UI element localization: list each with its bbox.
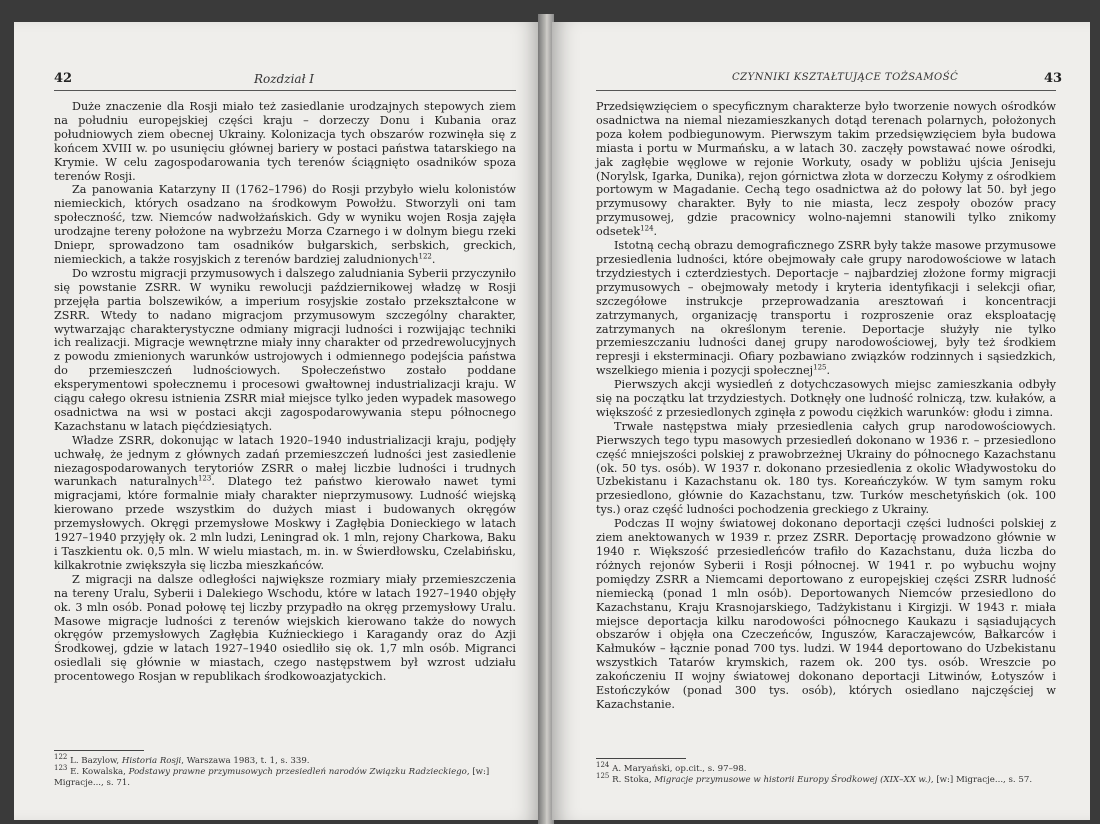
page-number: 43: [1044, 71, 1063, 86]
page-body: [596, 100, 1056, 712]
paragraph: Do wzrostu migracji przymusowych i dalszego zaludniania Syberii przyczyniło się powstanie ZSRR. W wyniku rewolucji październikowej władzę w Rosji przejęła partia bolszewików, a imperium rosyjskie zostało przekształcone w ZSRR. Wtedy to nadano migracjom przymusowym szczególny charakter, wytwarzając charakterystyczne odmiany migracji ludności i rozwijając techniki ich realizacji. Migracje wewnętrzne miały inny charakter od przedrewolucyjnych z powodu zmienionych warunków ustrojowych i odmiennego podejścia państwa do przemieszczeń ludnościowych. Społeczeństwo zostało poddane eksperymentowi społecznemu i procesowi gwałtownej industrializacji kraju. W ciągu całego okresu istnienia ZSRR miał miejsce tylko jeden wypadek masowego osadnictwa na wsi w postaci akcji zagospodarowywania stepu północnego Kazachstanu w latach pięćdziesiątych.: [54, 266, 516, 433]
running-head: CZYNNIKI KSZTAŁTUJĄCE TOŻSAMOŚĆ: [732, 72, 959, 83]
running-head: Rozdział I: [254, 72, 315, 86]
paragraph: Duże znaczenie dla Rosji miało też zasiedlanie urodzajnych stepowych ziem na południu europejskiej części kraju – dorzeczy Donu i Kubania oraz południowych ziem obecnej Ukrainy. Kolonizacja tych obszarów rozwinęła się z końcem XVIII w. po usunięciu głównej bariery w postaci państwa tatarskiego na Krymie. W celu zagospodarowania tych terenów ściągnięto osadników spoza terenów Rosji.: [54, 100, 516, 183]
paragraph: Z migracji na dalsze odległości największe rozmiary miały przemieszczenia na tereny Uralu, Syberii i Dalekiego Wschodu, które w latach 1927–1940 objęły ok. 3 mln osób. Ponad połowę tej liczby przypadło na okręg przemysłowy Uralu. Masowe migracje ludności z terenów wiejskich kierowano także do nowych okręgów przemysłowych Zagłębia Kuźnieckiego i Karagandy oraz do Azji Środkowej, gdzie w latach 1927–1940 osiedliło się ok. 1,7 mln osób. Migranci osiedlali się głównie w miastach, czego następstwem był wzrost udziału procentowego Rosjan w republikach środkowoazjatyckich.: [54, 572, 516, 684]
paragraph: Podczas II wojny światowej dokonano deportacji części ludności polskiej z ziem anektowanych w 1939 r. przez ZSRR. Deportację prowadzono głównie w 1940 r. Większość przesiedleńców trafiło do Kazachstanu, duża liczba do różnych rejonów Syberii i Rosji północnej. W 1941 r. po wybuchu wojny pomiędzy ZSRR a Niemcami deportowano z europejskiej części ZSRR ludność niemiecką (ponad 1 mln osób). Deportowanych Niemców przesiedlono do Kazachstanu, Kraju Krasnojarskiego, Tadżykistanu i Kirgizji. W 1943 r. miała miejsce deportacja kilku narodowości północnego Kaukazu i sąsiadujących obszarów i objęła ona Czeczeńców, Inguszów, Karaczajewców, Bałkarców i Kałmuków – łącznie ponad 700 tys. ludzi. W 1944 deportowano do Uzbekistanu wszystkich Tatarów krymskich, razem ok. 200 tys. osób. Wreszcie po zakończeniu II wojny światowej dokonano deportacji Litwinów, Łotyszów i Estończyków (ponad 300 tys. osób), których osiedlano najczęściej w Kazachstanie.: [596, 517, 1056, 711]
footnote: $^{123}$ E. Kowalska, Podstawy prawne przymusowych przesiedleń narodów Związku Radzieckiego, [w:] Migracje..., s. 71.: [54, 764, 490, 788]
footnote-rule: [54, 750, 144, 751]
left-page: [14, 22, 540, 820]
footnote-ref: 124: [640, 224, 654, 233]
paragraph: Pierwszych akcji wysiedleń z dotychczasowych miejsc zamieszkania odbyły się na początku lat trzydziestych. Dotknęły one ludność rolniczą, tzw. kułaków, a większość z przesiedlonych zginęła z powodu ciężkich warunków: głodu i zimna.: [596, 378, 1056, 419]
paragraph: Przedsięwzięciem o specyficznym charakterze było tworzenie nowych ośrodków osadnictwa na niemal niezamieszkanych dotąd terenach polarnych, położonych poza kołem podbiegunowym. Pierwszym takim przedsięwzięciem była budowa miasta i portu w Murmańsku, a w latach 30. zaczęły powstawać nowe ośrodki, jak zagłębie węglowe w rejonie Workuty, osady w pobliżu ujścia Jeniseju (Norylsk, Igarka, Dunika), rejon górnictwa złota w dorzeczu Kołymy z ośrodkiem portowym w Magadanie. Cechą tego osadnictwa aż do połowy lat 50. był jego przymusowy charakter. Były to nie miasta, lecz zespoły obozów pracy przymusowej, gdzie pracownicy wolno-najemni stanowili tylko znikomy odsetek$^{124}$.: [596, 100, 1056, 239]
page-body: [54, 100, 516, 684]
footnote-ref: 123: [197, 474, 212, 483]
header-rule: [596, 90, 1056, 91]
footnote: $^{124}$ A. Maryański, op.cit., s. 97–98.: [596, 761, 747, 774]
paragraph: Władze ZSRR, dokonując w latach 1920–1940 industrializacji kraju, podjęły uchwałę, że jednym z głównych zadań przemieszczeń ludności jest zasiedlenie niezagospodarowanych terytoriów ZSRR o małej liczbie ludności i trudnych warunkach naturalnych$^{123}$. Dlatego też państwo kierowało nawet tymi migracjami, które formalnie miały charakter nieprzymusowy. Ludność wiejską kierowano przede wszystkim do dużych miast i budowanych okręgów przemysłowych. Okręgi przemysłowe Moskwy i Zagłębia Donieckiego w latach 1927–1940 przyjęły ok. 2 mln ludzi, Leningrad ok. 1 mln, rejony Charkowa, Baku i Taszkientu ok. 0,5 mln. W wielu miastach, m. in. w Świerdłowsku, Czelabińsku, kilkakrotnie zwiększyła się liczba mieszkańców.: [54, 433, 516, 572]
footnote-ref: 125: [813, 363, 827, 372]
footnotes: [54, 753, 516, 789]
page-number: 42: [54, 71, 73, 86]
right-page: [552, 22, 1090, 820]
footnote: $^{122}$ L. Bazylow, Historia Rosji, Warszawa 1983, t. 1, s. 339.: [54, 753, 310, 766]
paragraph: Istotną cechą obrazu demograficznego ZSRR były także masowe przymusowe przesiedlenia ludności, które obejmowały całe grupy narodowościowe w latach trzydziestych i czterdziestych. Deportacje – najbardziej złożone formy migracji przymusowych – obejmowały metody i kryteria identyfikacji i selekcji ofiar, szczegółowe instrukcje przeprowadzania aresztowań i koncentracji zatrzymanych, organizację transportu i rozproszenie oraz eksploatację zatrzymanych na określonym terenie. Deportacje służyły nie tylko przemieszczaniu ludności danej grupy narodowościowej, były też środkiem represji i eksterminacji. Ofiary pozbawiano związków rodzinnych i sąsiedzkich, wszelkiego mienia i pozycji społecznej$^{125}$.: [596, 239, 1056, 378]
footnote: $^{125}$ R. Stoka, Migracje przymusowe w historii Europy Środkowej (XIX–XX w.), [w:] Migracje..., s. 57.: [596, 772, 1033, 785]
paragraph: Trwałe następstwa miały przesiedlenia całych grup narodowościowych. Pierwszych tego typu masowych przesiedleń dokonano w 1936 r. – przesiedlono część mniejszości polskiej z prawobrzeżnej Ukrainy do północnego Kazachstanu (ok. 50 tys. osób). W 1937 r. dokonano przesiedlenia z okolic Władywostoku do Uzbekistanu i Kazachstanu ok. 180 tys. Koreańczyków. W tym samym roku przesiedlono, głównie do Kazachstanu, tzw. Turków meschetyńskich (ok. 100 tys.) oraz część ludności pochodzenia greckiego z Ukrainy.: [596, 419, 1056, 517]
header-rule: [54, 90, 516, 91]
paragraph: Za panowania Katarzyny II (1762–1796) do Rosji przybyło wielu kolonistów niemieckich, których osadzano na środkowym Powołżu. Stworzyli oni tam społeczność, tzw. Niemców nadwołżańskich. Gdy w wyniku wojen Rosja zajęła urodzajne tereny położone na wybrzeżu Morza Czarnego i w dolnym biegu rzeki Dniepr, sprowadzono tam osadników bułgarskich, serbskich, greckich, niemieckich, a także rosyjskich z terenów bardziej zaludnionych$^{122}$.: [54, 183, 516, 266]
footnote-rule: [596, 758, 686, 759]
footnotes: [596, 761, 1056, 786]
footnote-ref: 122: [418, 252, 432, 261]
